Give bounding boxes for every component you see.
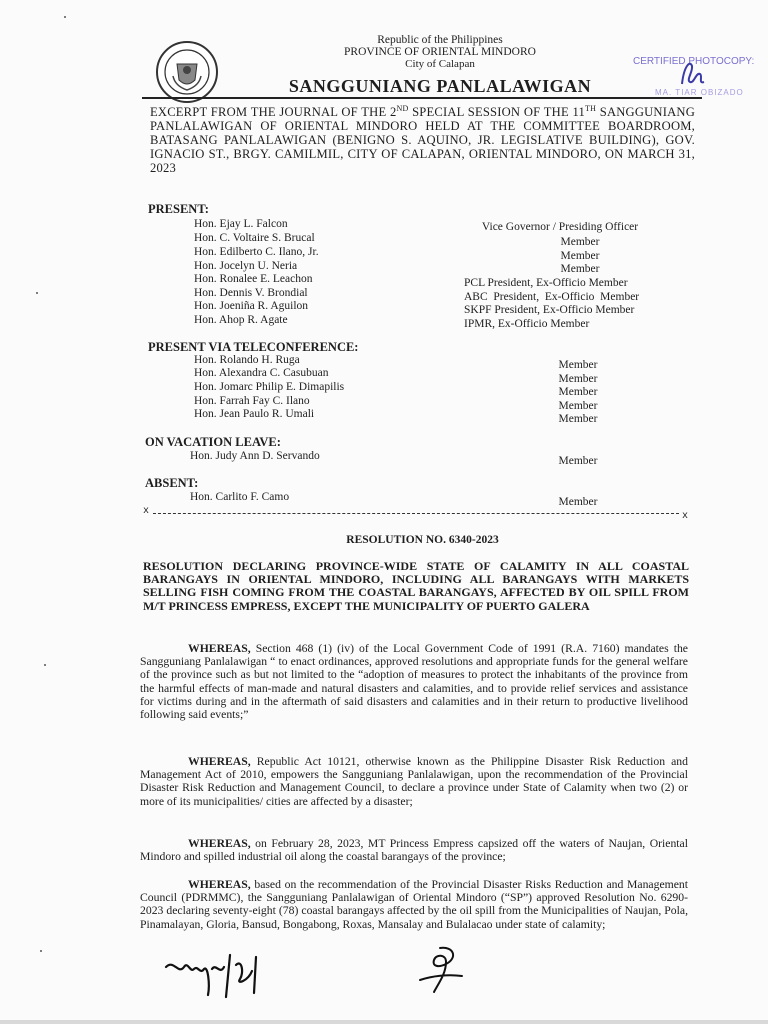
whereas-lead: WHEREAS,: [188, 642, 251, 655]
attendee-role: PCL President, Ex-Officio Member: [464, 277, 628, 289]
whereas-lead: WHEREAS,: [188, 837, 251, 850]
attendee-name: Hon. Judy Ann D. Servando: [190, 450, 320, 462]
attendee-name: Hon. Carlito F. Camo: [190, 491, 290, 503]
vacation-heading: ON VACATION LEAVE:: [145, 435, 281, 449]
certified-stamp-text: CERTIFIED PHOTOCOPY:: [633, 56, 755, 67]
resolution-number: RESOLUTION NO. 6340-2023: [346, 534, 499, 546]
scan-speck: [64, 16, 66, 18]
journal-excerpt: [150, 102, 695, 175]
header-province: PROVINCE OF ORIENTAL MINDORO: [344, 46, 536, 58]
whereas-paragraph-2: [140, 755, 688, 808]
attendee-role: Member: [560, 236, 600, 248]
whereas-lead: WHEREAS,: [188, 878, 251, 891]
excerpt-text-start: EXCERPT FROM THE JOURNAL OF THE 2: [150, 105, 397, 120]
stamp-signature-icon: [676, 56, 708, 90]
attendee-role: Member: [558, 359, 598, 371]
whereas-text: Section 468 (1) (iv) of the Local Government Code of 1991 (R.A. 7160) mandates the Sangguniang Panlalawigan “ to enact ordinances, approved resolutions and appropriate funds for the general welfare of the province such as but not limited to the “adoption of measures to protect the inhabitants of the province from the harmful effects of man-made and natural disasters and calamities, and to provide relief services and assistance for victims during and in the aftermath of said disasters and calamities and in their return to productive livelihood following said events;”: [140, 642, 688, 722]
attendee-name: Hon. Jocelyn U. Neria: [194, 260, 298, 272]
header-title: SANGGUNIANG PANLALAWIGAN: [288, 76, 592, 96]
divider-end-mark: x: [682, 511, 689, 522]
initials-signature-icon: [160, 945, 270, 1005]
signature-icon: [410, 940, 470, 1000]
whereas-paragraph-3: [140, 837, 688, 863]
attendee-role: Member: [558, 413, 598, 425]
whereas-paragraph-4: [140, 878, 688, 931]
attendee-role: Member: [560, 263, 600, 275]
whereas-text: on February 28, 2023, MT Princess Empress capsized off the waters of Naujan, Oriental Mindoro and spilled industrial oil along the coastal barangays of the province;: [140, 837, 688, 864]
divider-start-mark: x: [143, 506, 150, 517]
present-heading: PRESENT:: [148, 202, 209, 216]
attendee-name: Hon. Dennis V. Brondial: [194, 287, 308, 299]
absent-heading: ABSENT:: [145, 476, 199, 490]
attendee-role: Vice Governor / Presiding Officer: [481, 221, 639, 233]
attendee-name: Hon. Ahop R. Agate: [194, 314, 288, 326]
excerpt-sup-th: TH: [585, 104, 597, 113]
attendee-name: Hon. Ejay L. Falcon: [194, 218, 288, 230]
header-country: Republic of the Philippines: [377, 34, 503, 46]
scan-speck: [44, 664, 46, 666]
whereas-text: Republic Act 10121, otherwise known as the Philippine Disaster Risk Reduction and Management Act of 2010, empowers the Sangguniang Panlalawigan, upon the recommendation of the Provincial Disaster Risk Reduction and Management Council, to declare a province under State of Calamity when two (2) or more of its municipalities/ cities are affected by a disaster;: [140, 755, 688, 808]
attendee-role: ABC President, Ex-Officio Member: [464, 291, 640, 303]
divider-line: [153, 513, 679, 514]
attendee-role: Member: [558, 455, 598, 467]
certified-stamp-name: MA. TIAR OBIZADO: [655, 88, 744, 97]
attendee-name: Hon. Ronalee E. Leachon: [194, 273, 313, 285]
excerpt-text-end: SANGGUNIANG PANLALAWIGAN OF ORIENTAL MINDORO HELD AT THE COMMITTEE BOARDROOM, BATASANG PANLALAWIGAN (BENIGNO S. AQUINO, JR. LEGISLATIVE BUILDING), GOV. IGNACIO ST., BRGY. CAMILMIL, CITY OF CALAPAN, ORIENTAL MINDORO, ON MARCH 31, 2023: [150, 105, 695, 176]
attendee-role: Member: [558, 386, 598, 398]
header-city: City of Calapan: [405, 58, 475, 70]
scan-bottom-edge: [0, 1020, 768, 1024]
attendee-role: SKPF President, Ex-Officio Member: [464, 304, 635, 316]
attendee-name: Hon. Alexandra C. Casubuan: [194, 367, 329, 379]
attendee-name: Hon. Jean Paulo R. Umali: [194, 408, 315, 420]
attendee-role: Member: [558, 400, 598, 412]
whereas-lead: WHEREAS,: [188, 755, 251, 768]
attendee-name: Hon. Farrah Fay C. Ilano: [194, 395, 310, 407]
attendee-name: Hon. C. Voltaire S. Brucal: [194, 232, 315, 244]
teleconference-heading: PRESENT VIA TELECONFERENCE:: [148, 340, 359, 354]
attendee-role: Member: [558, 373, 598, 385]
scan-speck: [36, 292, 38, 294]
provincial-seal-logo: [155, 40, 219, 104]
scan-speck: [40, 950, 42, 952]
attendee-role: Member: [558, 496, 598, 508]
whereas-paragraph-1: [140, 642, 688, 721]
attendee-name: Hon. Joeniña R. Aguilon: [194, 300, 309, 312]
attendee-role: Member: [560, 250, 600, 262]
header-rule: [142, 97, 702, 99]
attendee-name: Hon. Edilberto C. Ilano, Jr.: [194, 246, 319, 258]
excerpt-text-middle: SPECIAL SESSION OF THE 11: [408, 105, 586, 120]
excerpt-sup-nd: ND: [396, 104, 409, 113]
attendee-role: IPMR, Ex-Officio Member: [464, 318, 590, 330]
attendee-name: Hon. Jomarc Philip E. Dimapilis: [194, 381, 345, 393]
attendee-name: Hon. Rolando H. Ruga: [194, 354, 300, 366]
whereas-text: based on the recommendation of the Provincial Disaster Risks Reduction and Management Council (PDRMMC), the Sangguniang Panlalawigan of Oriental Mindoro (“SP”) approved Resolution No. 6290-2023 declaring seventy-eight (78) coastal barangays affected by the oil spill from the Municipalities of Naujan, Pola, Pinamalayan, Gloria, Bansud, Bongabong, Roxas, Mansalay and Bulalacao under state of calamity;: [140, 878, 688, 931]
resolution-title: RESOLUTION DECLARING PROVINCE-WIDE STATE OF CALAMITY IN ALL COASTAL BARANGAYS IN ORIENTAL MINDORO, INCLUDING ALL BARANGAYS WITH MARKETS SELLING FISH COMING FROM THE COASTAL BARANGAYS, AFFECTED BY OIL SPILL FROM M/T PRINCESS EMPRESS, EXCEPT THE MUNICIPALITY OF PUERTO GALERA: [143, 559, 689, 613]
